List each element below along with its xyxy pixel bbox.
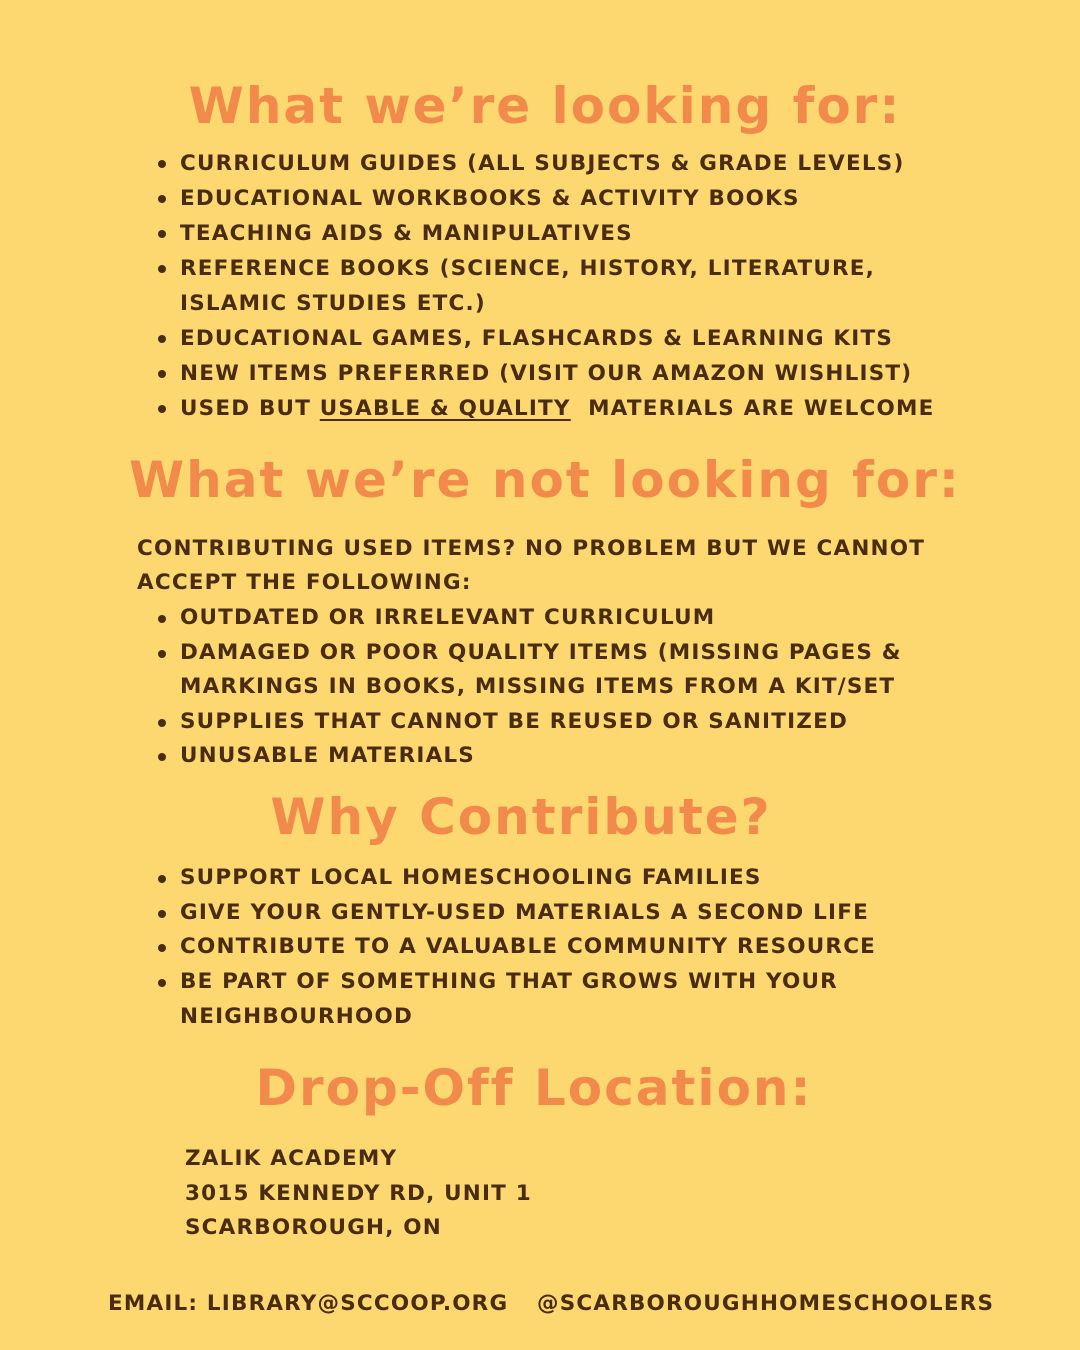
list-item-line: NEIGHBOURHOOD (180, 1003, 413, 1029)
list-item (180, 251, 934, 321)
list-item-line: ISLAMIC STUDIES ETC.) (180, 291, 486, 316)
list-item (180, 965, 876, 1034)
looking-for-list (180, 146, 934, 426)
list-item: NEW ITEMS PREFERRED (VISIT OUR AMAZON WISHLIST) (180, 356, 934, 391)
list-item: CURRICULUM GUIDES (ALL SUBJECTS & GRADE LEVELS) (180, 146, 934, 181)
not-looking-for-heading: What we’re not looking for: (129, 451, 961, 509)
list-item: EDUCATIONAL GAMES, FLASHCARDS & LEARNING KITS (180, 321, 934, 356)
intro-line: CONTRIBUTING USED ITEMS? NO PROBLEM BUT WE CANNOT (137, 536, 926, 561)
list-item: CONTRIBUTE TO A VALUABLE COMMUNITY RESOURCE (180, 930, 876, 965)
footer-social-handle: @SCARBOROUGHHOMESCHOOLERS (537, 1291, 995, 1316)
list-item-line: BE PART OF SOMETHING THAT GROWS WITH YOUR (180, 969, 838, 995)
list-item: OUTDATED OR IRRELEVANT CURRICULUM (180, 601, 902, 636)
list-item-line: DAMAGED OR POOR QUALITY ITEMS (MISSING PAGES & (180, 639, 902, 665)
list-item-prefix: USED BUT (180, 396, 320, 421)
why-contribute-heading: Why Contribute? (270, 788, 772, 846)
list-item (180, 636, 902, 705)
not-looking-for-intro (137, 532, 925, 600)
looking-for-heading: What we’re looking for: (188, 77, 902, 135)
location-name: ZALIK ACADEMY (185, 1146, 398, 1171)
list-item (180, 391, 934, 426)
location-city: SCARBOROUGH, ON (185, 1215, 442, 1240)
list-item-line: MARKINGS IN BOOKS, MISSING ITEMS FROM A KIT/SET (180, 674, 896, 700)
usable-quality-emphasis: USABLE & QUALITY (319, 396, 571, 421)
list-item: TEACHING AIDS & MANIPULATIVES (180, 216, 934, 251)
list-item: GIVE YOUR GENTLY-USED MATERIALS A SECOND LIFE (180, 896, 876, 931)
list-item: EDUCATIONAL WORKBOOKS & ACTIVITY BOOKS (180, 181, 934, 216)
location-street: 3015 KENNEDY RD, UNIT 1 (185, 1180, 532, 1206)
list-item: UNUSABLE MATERIALS (180, 739, 902, 774)
intro-line: ACCEPT THE FOLLOWING: (137, 570, 472, 595)
not-looking-for-list (180, 601, 902, 774)
why-contribute-list (180, 861, 876, 1035)
list-item-line: REFERENCE BOOKS (SCIENCE, HISTORY, LITERATURE, (180, 256, 876, 281)
drop-off-address (185, 1142, 532, 1246)
list-item: SUPPORT LOCAL HOMESCHOOLING FAMILIES (180, 861, 876, 896)
list-item-suffix: MATERIALS ARE WELCOME (570, 396, 935, 421)
footer-email: EMAIL: LIBRARY@SCCOOP.ORG (108, 1291, 509, 1316)
list-item: SUPPLIES THAT CANNOT BE REUSED OR SANITIZED (180, 705, 902, 740)
drop-off-heading: Drop-Off Location: (255, 1059, 813, 1117)
